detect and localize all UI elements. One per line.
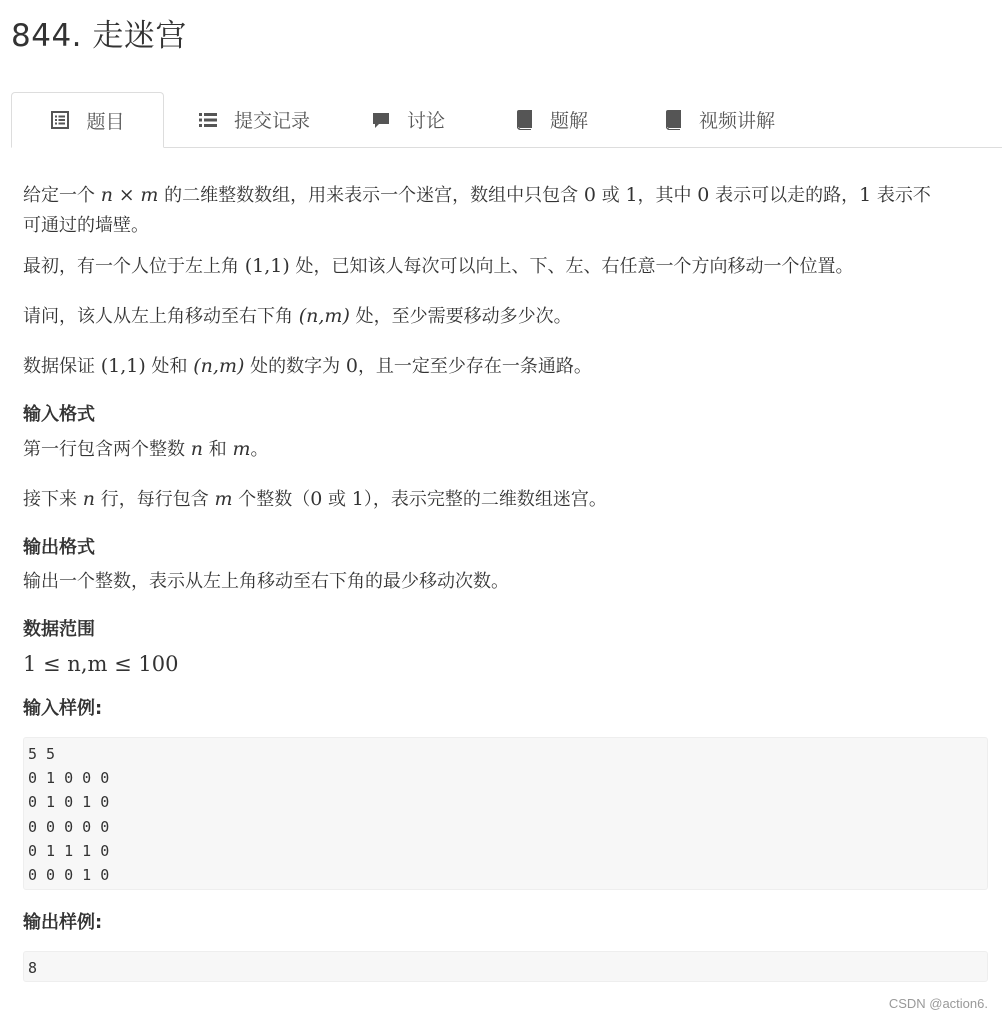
sample-output-heading: 输出样例: [23, 912, 103, 933]
text: 和 [208, 439, 227, 460]
tab-label: 提交记录 [233, 110, 310, 132]
text: ，且一定至少存在一条通路。 [357, 356, 592, 377]
text: 第一行包含两个整数 [23, 439, 185, 460]
range-text: 1 ≤ n,m ≤ 100 [23, 652, 179, 676]
range-heading: 数据范围 [23, 619, 95, 640]
text: 处的数字为 [250, 356, 341, 377]
text: 处，已知该人每次可以向上、下、左、右任意一个方向移动一个位置。 [295, 256, 854, 277]
book-icon [663, 110, 683, 130]
text: 行，每行包含 [100, 489, 209, 510]
text: ），表示完整的二维数组迷宫。 [363, 489, 607, 510]
page-title: 844. 走迷宫 [11, 18, 187, 54]
math-var: m [140, 184, 159, 206]
text: ，其中 [637, 185, 692, 206]
text: 处，至少需要移动多少次。 [355, 306, 572, 327]
math-var: n [190, 438, 203, 460]
math-num: 0 [310, 488, 323, 510]
math-var: n [82, 488, 95, 510]
sample-output-block: 8 [23, 951, 988, 982]
tab-label: 视频讲解 [698, 110, 775, 132]
tab-discussion[interactable] [344, 92, 472, 147]
tab-problem[interactable] [11, 92, 164, 148]
list-icon [198, 110, 218, 130]
watermark: CSDN @action6. [888, 996, 988, 1011]
text: 个整数（ [238, 489, 311, 510]
tab-bar [11, 92, 1002, 148]
math-num: 0 [583, 184, 596, 206]
tab-label: 题目 [86, 110, 125, 133]
output-format-heading: 输出格式 [23, 537, 95, 558]
sample-input-block: 5 5 0 1 0 0 0 0 1 0 1 0 0 0 0 0 0 0 1 1 1 0 0 0 0 1 0 [23, 737, 988, 890]
text: 数据保证 [23, 356, 95, 377]
tab-submissions[interactable] [164, 92, 344, 147]
input-format-line [23, 484, 988, 515]
tab-label: 讨论 [406, 110, 445, 132]
output-format-text: 输出一个整数，表示从左上角移动至右下角的最少移动次数。 [23, 571, 509, 592]
math-var: m [214, 488, 233, 510]
text: 的二维整数数组，用来表示一个迷宫，数组中只包含 [164, 185, 579, 206]
math-num: 0 [345, 355, 358, 377]
sample-input-heading: 输入样例: [23, 698, 103, 719]
problem-description [23, 180, 988, 982]
text: 或 [328, 489, 347, 510]
tab-video[interactable] [630, 92, 808, 147]
tab-solutions[interactable] [472, 92, 630, 147]
math-var: n [100, 184, 113, 206]
text: 。 [250, 439, 269, 460]
math-num: 1 [625, 184, 638, 206]
input-format-line [23, 434, 988, 465]
math-expr: (n,m) [193, 355, 245, 377]
description-paragraph [23, 301, 988, 332]
math-expr: (1,1) [100, 355, 146, 377]
description-paragraph [23, 180, 988, 241]
math-expr: (1,1) [244, 255, 290, 277]
text: 表示可以走的路， [715, 185, 860, 206]
math-num: 1 [859, 184, 872, 206]
math-var: m [232, 438, 251, 460]
math-op: × [118, 184, 135, 206]
comment-icon [371, 110, 391, 130]
document-list-icon [50, 110, 70, 130]
math-expr: (n,m) [298, 305, 350, 327]
text: 请问，该人从左上角移动至右下角 [23, 306, 293, 327]
text: 给定一个 [23, 185, 95, 206]
text: 最初，有一个人位于左上角 [23, 256, 239, 277]
math-num: 0 [697, 184, 710, 206]
book-icon [514, 110, 534, 130]
input-format-heading: 输入格式 [23, 404, 95, 425]
text: 或 [601, 185, 620, 206]
text: 接下来 [23, 489, 77, 510]
math-num: 1 [351, 488, 364, 510]
description-paragraph [23, 351, 988, 382]
text: 处和 [151, 356, 188, 377]
tab-label: 题解 [549, 110, 588, 132]
text: 可通过的墙壁。 [23, 215, 149, 236]
text: 表示不 [876, 185, 931, 206]
description-paragraph [23, 251, 988, 282]
